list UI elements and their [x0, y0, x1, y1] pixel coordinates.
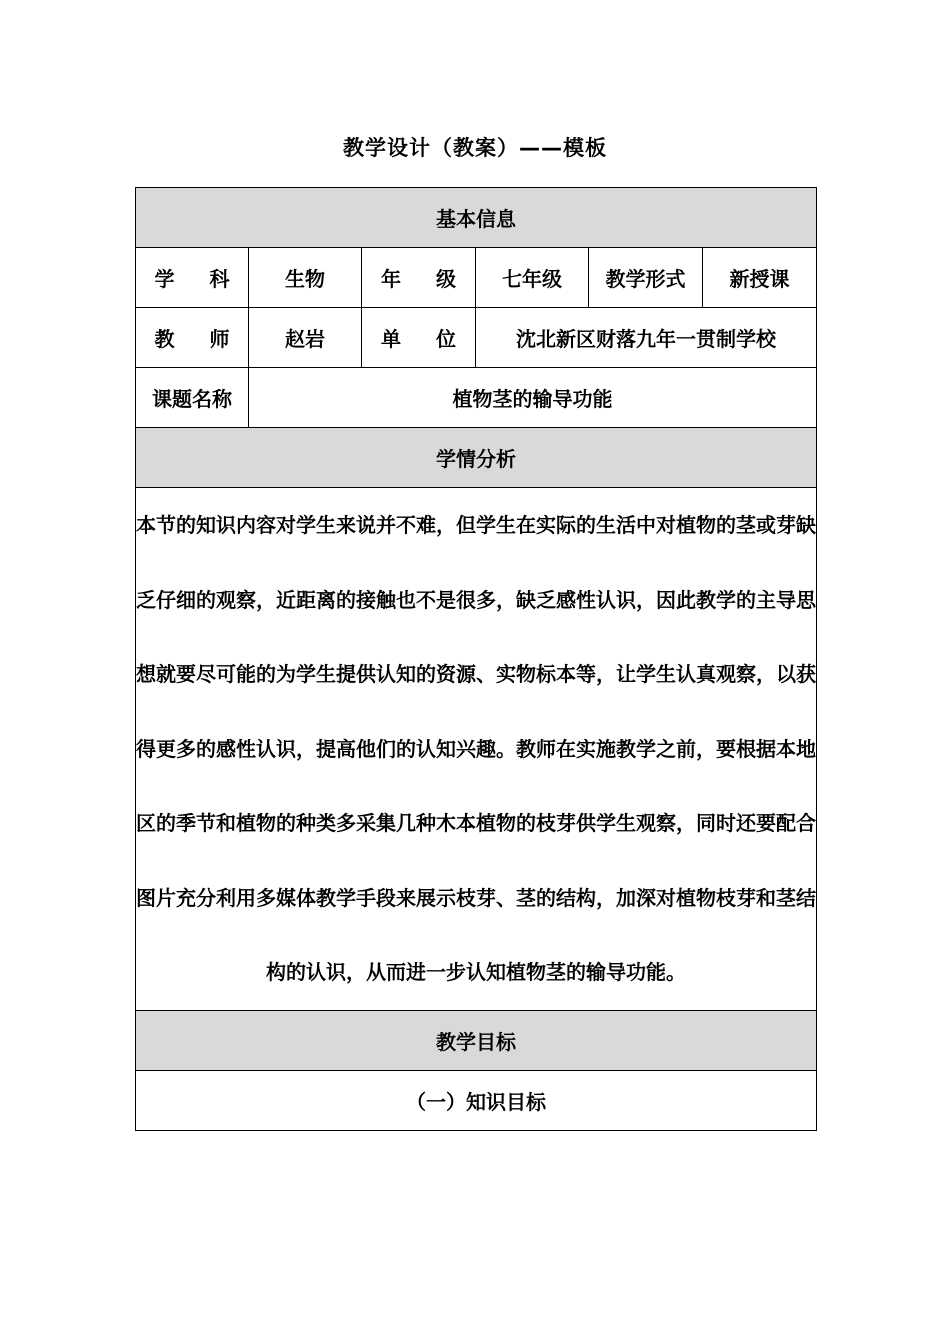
unit-value: 沈北新区财落九年一贯制学校 — [476, 308, 817, 368]
lesson-plan-table — [135, 187, 817, 1131]
subject-label: 学 科 — [136, 248, 249, 308]
teaching-form-value: 新授课 — [703, 248, 817, 308]
teacher-value: 赵岩 — [249, 308, 362, 368]
grade-label: 年 级 — [362, 248, 476, 308]
teacher-label: 教 师 — [136, 308, 249, 368]
subject-value: 生物 — [249, 248, 362, 308]
document-title: 教学设计（教案）——模板 — [343, 136, 607, 160]
student-analysis-text: 本节的知识内容对学生来说并不难，但学生在实际的生活中对植物的茎或芽缺乏仔细的观察，近距离的接触也不是很多，缺乏感性认识，因此教学的主导思想就要尽可能的为学生提供认知的资源、实物标本等，让学生认真观察，以获得更多的感性认识，提高他们的认知兴趣。教师在实施教学之前，要根据本地区的季节和植物的种类多采集几种木本植物的枝芽供学生观察，同时还要配合图片充分利用多媒体教学手段来展示枝芽、茎的结构，加深对植物枝芽和茎结构的认识，从而进一步认知植物茎的输导功能。 — [136, 488, 817, 1011]
topic-value: 植物茎的输导功能 — [249, 368, 817, 428]
section-header-teaching-goals: 教学目标 — [136, 1010, 817, 1070]
teaching-form-label: 教学形式 — [589, 248, 703, 308]
knowledge-goal-heading: （一）知识目标 — [136, 1070, 817, 1130]
topic-label: 课题名称 — [136, 368, 249, 428]
unit-label: 单 位 — [362, 308, 476, 368]
section-header-student-analysis: 学情分析 — [136, 428, 817, 488]
grade-value: 七年级 — [476, 248, 589, 308]
section-header-basic-info: 基本信息 — [136, 188, 817, 248]
